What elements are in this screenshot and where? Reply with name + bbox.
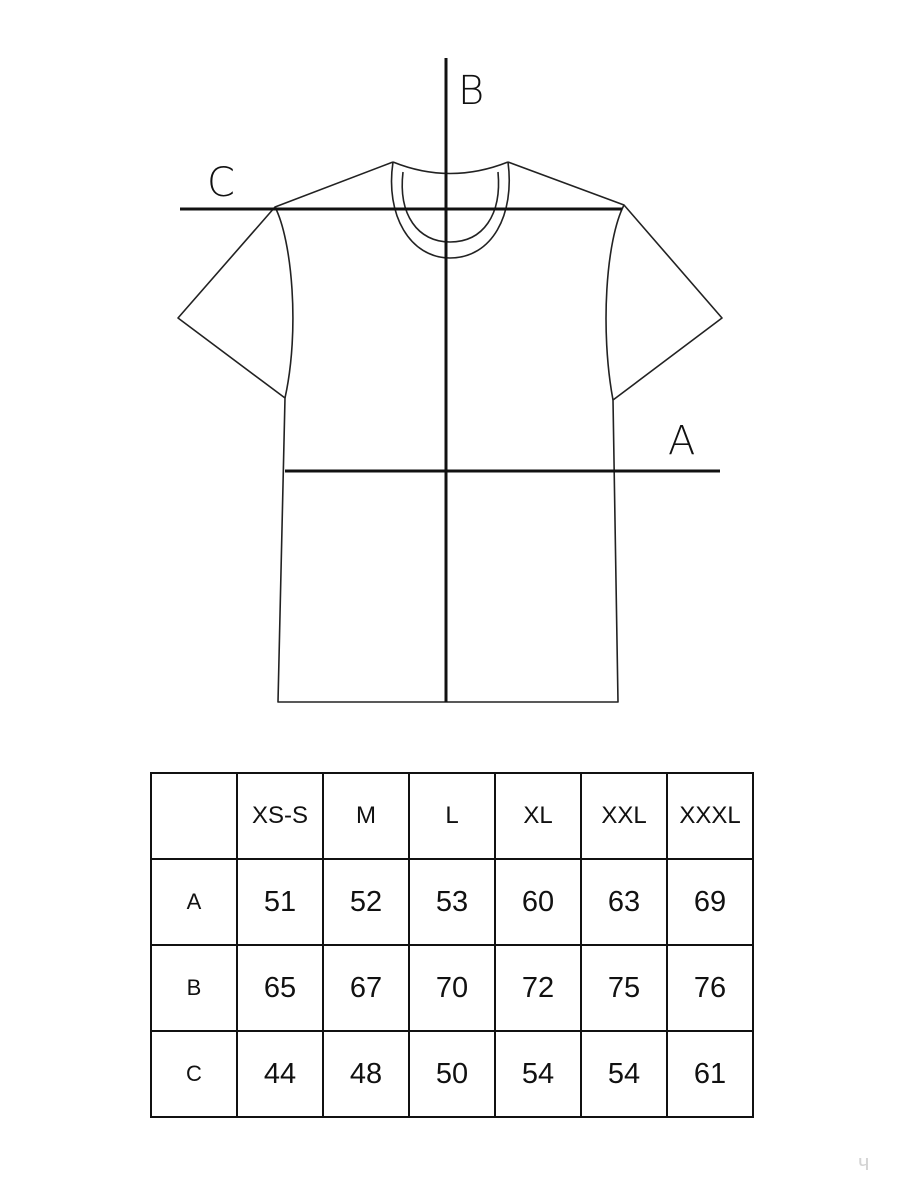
table-cell: 76 bbox=[667, 945, 753, 1031]
watermark: ч bbox=[858, 1150, 870, 1175]
table-cell: 54 bbox=[495, 1031, 581, 1117]
table-cell: 50 bbox=[409, 1031, 495, 1117]
table-cell: 44 bbox=[237, 1031, 323, 1117]
size-header-l: L bbox=[409, 773, 495, 859]
table-corner-cell bbox=[151, 773, 237, 859]
tshirt-left-sleeve-seam bbox=[275, 207, 293, 398]
table-cell: 72 bbox=[495, 945, 581, 1031]
row-label-b: B bbox=[151, 945, 237, 1031]
table-cell: 63 bbox=[581, 859, 667, 945]
table-cell: 60 bbox=[495, 859, 581, 945]
table-cell: 75 bbox=[581, 945, 667, 1031]
size-header-xs-s: XS-S bbox=[237, 773, 323, 859]
table-row-b bbox=[151, 945, 753, 1031]
size-header-xxxl: XXXL bbox=[667, 773, 753, 859]
tshirt-collar-rib bbox=[402, 172, 498, 242]
label-c: C bbox=[207, 160, 235, 206]
table-cell: 48 bbox=[323, 1031, 409, 1117]
size-header-xl: XL bbox=[495, 773, 581, 859]
size-table bbox=[150, 772, 754, 1118]
label-b: B bbox=[458, 68, 485, 114]
table-cell: 51 bbox=[237, 859, 323, 945]
tshirt-right-sleeve-seam bbox=[606, 205, 624, 400]
tshirt-collar-inner bbox=[393, 162, 508, 174]
label-a: A bbox=[668, 418, 696, 464]
row-label-c: C bbox=[151, 1031, 237, 1117]
size-header-m: M bbox=[323, 773, 409, 859]
table-cell: 65 bbox=[237, 945, 323, 1031]
table-cell: 70 bbox=[409, 945, 495, 1031]
table-row-a bbox=[151, 859, 753, 945]
row-label-a: A bbox=[151, 859, 237, 945]
tshirt-outline bbox=[178, 162, 722, 702]
table-row-c bbox=[151, 1031, 753, 1117]
table-cell: 54 bbox=[581, 1031, 667, 1117]
table-cell: 69 bbox=[667, 859, 753, 945]
table-cell: 61 bbox=[667, 1031, 753, 1117]
table-header-row bbox=[151, 773, 753, 859]
tshirt-body-outline bbox=[178, 162, 722, 702]
table-cell: 53 bbox=[409, 859, 495, 945]
table-cell: 67 bbox=[323, 945, 409, 1031]
table-cell: 52 bbox=[323, 859, 409, 945]
size-header-xxl: XXL bbox=[581, 773, 667, 859]
